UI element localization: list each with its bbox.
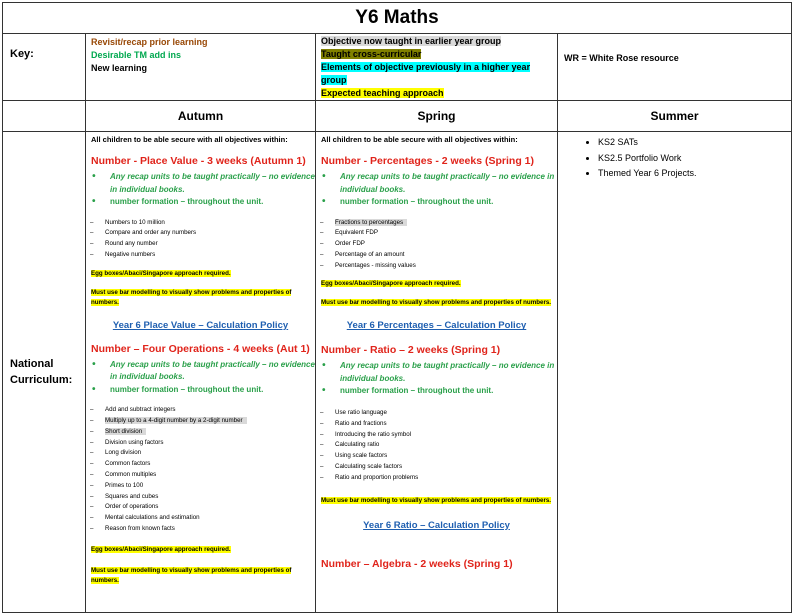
header-summer: Summer [558,101,792,132]
spring-topic-ratio: Number - Ratio – 2 weeks (Spring 1) [321,344,501,357]
list-item: – Negative numbers [105,250,315,261]
link-ratio-policy[interactable]: Year 6 Ratio – Calculation Policy [363,519,510,531]
page-title: Y6 Maths [3,3,792,34]
autumn-column [86,132,316,613]
list-item: – Order FDP [335,239,557,250]
autumn-note-egg-boxes: Egg boxes/Abaci/Singapore approach required. [91,269,231,277]
summer-item: • Themed Year 6 Projects. [598,166,791,182]
spring-bullet-recap: • Any recap units to be taught practically – no evidence in individual books. [340,171,557,196]
header-autumn: Autumn [86,101,316,132]
autumn-bullet-formation: • number formation – throughout the unit. [110,196,315,209]
autumn-intro: All children to be able secure with all objectives within: [91,135,288,144]
key-desirable: Desirable TM add ins [91,50,182,60]
autumn-bullet-formation-2: • number formation – throughout the unit. [110,384,315,397]
list-item: – Order of operations [105,502,315,513]
key-cross-curricular: Taught cross-curricular [321,49,422,59]
key-revisit: Revisit/recap prior learning [91,37,208,47]
key-new-learning: New learning [91,63,148,73]
spring-column [316,132,558,613]
spring-note-egg-boxes: Egg boxes/Abaci/Singapore approach required. [321,280,461,288]
list-item: – Reason from known facts [105,524,315,535]
key-col-2 [316,34,558,101]
key-col-3 [558,34,792,101]
list-item: – Use ratio language [335,408,557,419]
list-item: – Multiply up to a 4-digit number by a 2-digit number [105,416,315,427]
list-item: – Primes to 100 [105,481,315,492]
spring-bullet-recap-2: • Any recap units to be taught practically – no evidence in individual books. [340,360,557,385]
list-item: – Ratio and proportion problems [335,473,557,484]
national-curriculum-label [3,132,86,613]
list-item: – Round any number [105,239,315,250]
spring-bullet-formation: • number formation – throughout the unit. [340,196,557,209]
summer-column [558,132,792,613]
list-item: – Common factors [105,459,315,470]
autumn-note-bar-model: Must use bar modelling to visually show problems and properties of numbers. [91,288,292,306]
list-item: – Percentages - missing values [335,261,557,272]
nc-label-line2: Curriculum: [10,374,73,386]
spring-note-bar-model-2: Must use bar modelling to visually show problems and properties of numbers. [321,496,552,504]
summer-item: • KS2 SATs [598,135,791,151]
list-item: – Equivalent FDP [335,228,557,239]
spring-topic-percentages: Number - Percentages - 2 weeks (Spring 1) [321,155,534,167]
link-percentages-policy[interactable]: Year 6 Percentages – Calculation Policy [346,320,527,332]
spring-note-bar-model: Must use bar modelling to visually show problems and properties of numbers. [321,299,552,307]
summer-item: • KS2.5 Portfolio Work [598,151,791,167]
list-item: – Percentage of an amount [335,250,557,261]
list-item: – Ratio and fractions [335,419,557,430]
autumn-note-egg-boxes-2: Egg boxes/Abaci/Singapore approach required. [91,545,231,553]
spring-intro: All children to be able secure with all objectives within: [321,135,518,144]
autumn-topic-place-value: Number - Place Value - 3 weeks (Autumn 1) [91,155,306,167]
list-item: – Mental calculations and estimation [105,513,315,524]
list-item: – Division using factors [105,438,315,449]
key-expected-approach: Expected teaching approach [321,88,444,98]
autumn-bullet-recap: • Any recap units to be taught practically – no evidence in individual books. [110,171,315,196]
spring-topic-algebra: Number – Algebra - 2 weeks (Spring 1) [321,557,513,570]
curriculum-table [2,2,792,613]
list-item: – Compare and order any numbers [105,228,315,239]
nc-label-line1: National [10,358,54,370]
list-item: – Using scale factors [335,451,557,462]
list-item: – Long division [105,448,315,459]
key-col-1 [86,34,316,101]
spring-bullet-formation-2: • number formation – throughout the unit. [340,385,557,398]
key-higher-year: Elements of objective previously in a higher year group [321,62,531,85]
autumn-note-bar-model-2: Must use bar modelling to visually show problems and properties of numbers. [91,566,292,584]
key-label: Key: [3,34,86,101]
autumn-bullet-recap-2: • Any recap units to be taught practically – no evidence in individual books. [110,359,315,384]
link-place-value-policy[interactable]: Year 6 Place Value – Calculation Policy [112,319,289,331]
key-white-rose: WR = White Rose resource [564,53,679,63]
list-item: – Calculating ratio [335,440,557,451]
list-item: – Introducing the ratio symbol [335,430,557,441]
list-item: – Add and subtract integers [105,405,315,416]
autumn-topic-four-operations: Number – Four Operations - 4 weeks (Aut 1) [91,342,310,355]
key-earlier-year: Objective now taught in earlier year group [321,36,502,46]
list-item: – Numbers to 10 million [105,218,315,229]
list-item: – Fractions to percentages [335,218,557,229]
list-item: – Calculating scale factors [335,462,557,473]
list-item: – Squares and cubes [105,492,315,503]
list-item: – Short division [105,427,315,438]
list-item: – Common multiples [105,470,315,481]
header-spring: Spring [316,101,558,132]
